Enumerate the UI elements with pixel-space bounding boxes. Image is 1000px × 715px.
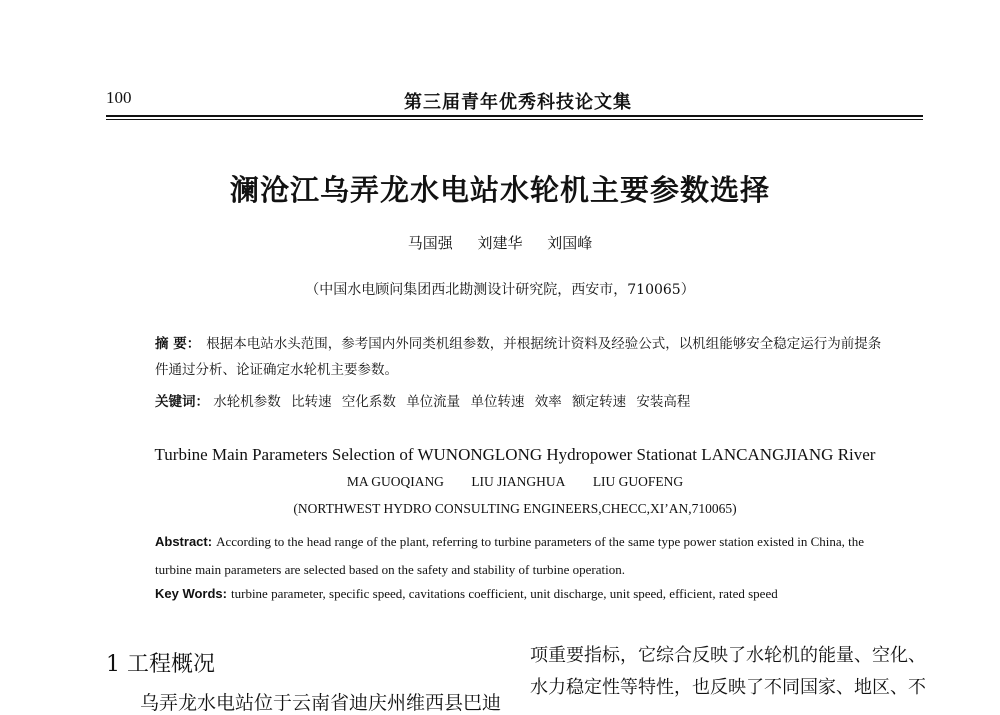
english-authors [0, 474, 1000, 490]
english-keywords-text: turbine parameter, specific speed, cavitations coefficient, unit discharge, unit speed, efficient, rated speed [231, 586, 778, 601]
keyword-cn: 单位流量 [406, 394, 461, 410]
keyword-cn: 比转速 [291, 394, 332, 410]
running-title: 第三届青年优秀科技论文集 [404, 92, 632, 113]
affiliation-cn: （中国水电顾问集团西北勘测设计研究院，西安市，710065） [305, 282, 695, 298]
keywords-cn [155, 390, 696, 410]
english-abstract-label: Abstract: [155, 534, 213, 549]
english-abstract [155, 528, 895, 584]
body-text-right: 项重要指标，它综合反映了水轮机的能量、空化、水力稳定性等特性，也反映了不同国家、地区、不 [530, 645, 926, 698]
author-cn: 马国强 [407, 234, 453, 252]
keyword-cn: 额定转速 [572, 394, 627, 410]
abstract-cn-label: 摘 要： [155, 336, 201, 352]
keyword-cn: 水轮机参数 [213, 394, 281, 410]
header-rule-thick [106, 115, 923, 117]
author-en: MA GUOQIANG [346, 474, 444, 489]
author-cn: 刘国峰 [547, 234, 593, 252]
body-text-left: 乌弄龙水电站位于云南省迪庆州维西县巴迪 [140, 692, 502, 714]
abstract-cn-text: 根据本电站水头范围，参考国内外同类机组参数，并根据统计资料及经验公式，以机组能够安全稳定运行为前提条件通过分析、论证确定水轮机主要参数。 [155, 336, 882, 378]
abstract-cn [155, 331, 890, 383]
keywords-cn-label: 关键词： [155, 394, 209, 410]
page-number: 100 [106, 88, 132, 107]
english-affiliation: (NORTHWEST HYDRO CONSULTING ENGINEERS,CHECC,XI’AN,710065) [293, 501, 737, 516]
author-en: LIU GUOFENG [592, 474, 684, 489]
paper-title: 澜沧江乌弄龙水电站水轮机主要参数选择 [229, 173, 770, 207]
keyword-cn: 效率 [534, 394, 562, 410]
english-keywords [155, 586, 778, 602]
english-keywords-label: Key Words: [155, 586, 227, 601]
english-title: Turbine Main Parameters Selection of WUNONGLONG Hydropower Stationat LANCANGJIANG River [154, 445, 876, 464]
header-rule-thin [106, 119, 923, 120]
section-heading: 1 工程概况 [106, 652, 215, 677]
keyword-cn: 单位转速 [470, 394, 525, 410]
author-cn: 刘建华 [477, 234, 523, 252]
keyword-cn: 安装高程 [636, 394, 691, 410]
english-abstract-text: According to the head range of the plant, referring to turbine parameters of the same type power station existed in China, the turbine main parameters are selected based on the safety and stability of turbine operation. [155, 534, 865, 577]
keyword-cn: 空化系数 [341, 394, 396, 410]
author-en: LIU JIANGHUA [471, 474, 566, 489]
authors-cn [0, 232, 1000, 253]
